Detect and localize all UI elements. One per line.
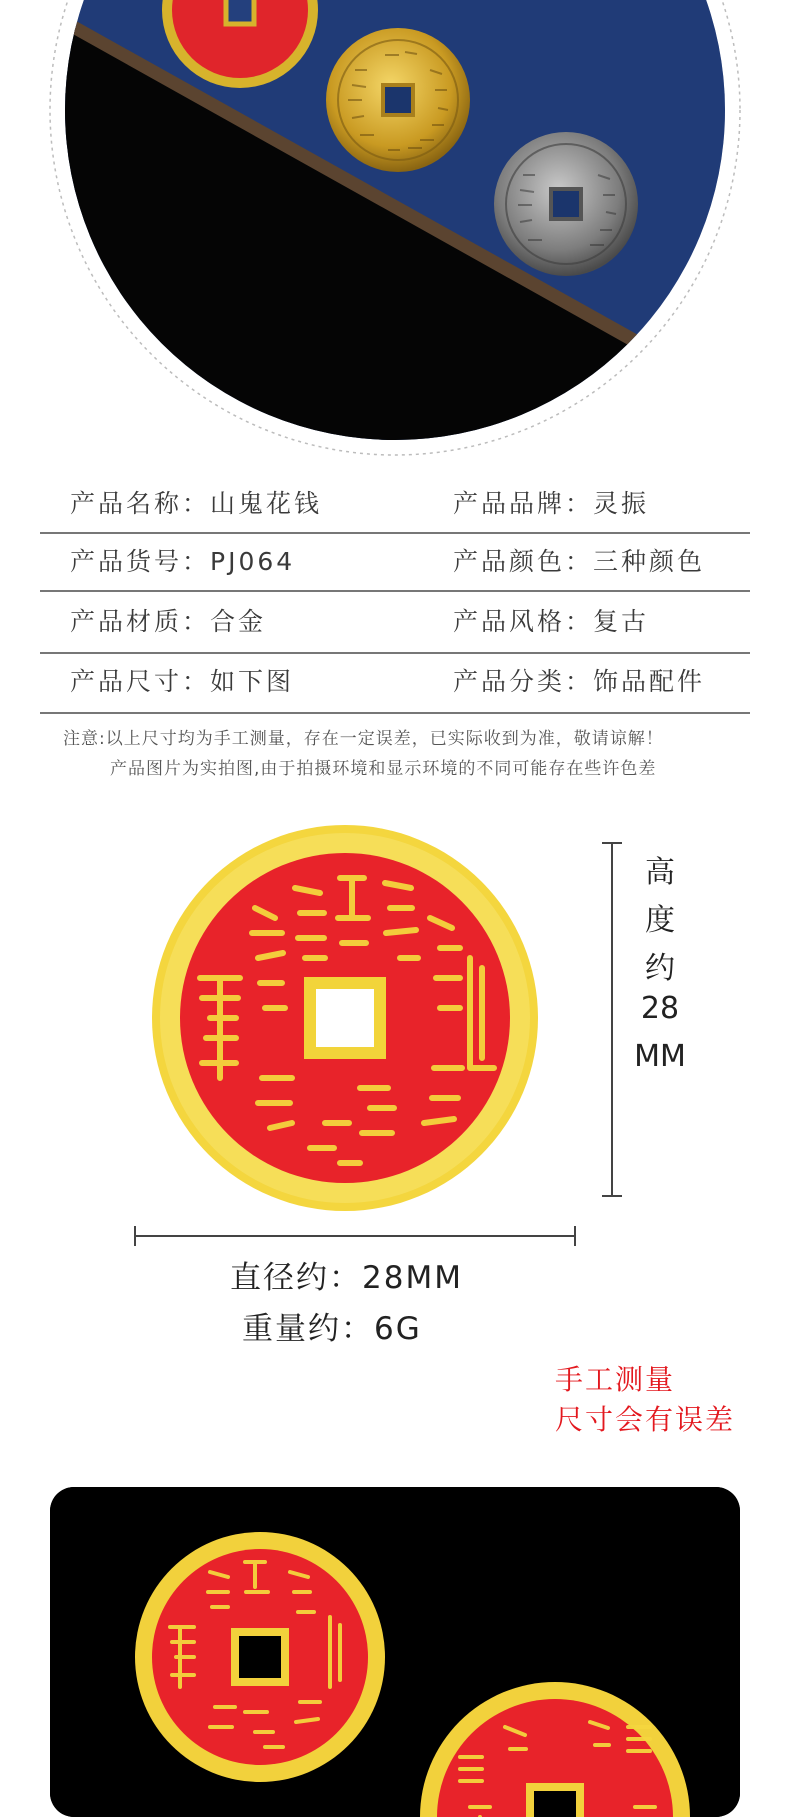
height-char: 度 [645, 903, 675, 938]
height-char: 28 [640, 991, 680, 1026]
divider [40, 712, 750, 714]
spec-row-3 [40, 588, 750, 648]
spec-style: 产品风格：复古 [453, 607, 650, 636]
height-char: 高 [645, 855, 675, 890]
spec-row-4 [40, 648, 750, 708]
two-coins-image [50, 1487, 740, 1817]
warning-line-1: 手工测量 [555, 1363, 676, 1396]
bottom-photo [50, 1487, 740, 1817]
height-char: MM [634, 1039, 686, 1074]
hero-coins-image [0, 0, 790, 460]
note-line-2: 产品图片为实拍图,由于拍摄环境和显示环境的不同可能存在些许色差 [110, 759, 657, 779]
spec-brand: 产品品牌：灵振 [453, 489, 650, 518]
diameter-text: 直径约：28MM [230, 1260, 463, 1296]
hero-photo [0, 0, 790, 460]
coin-closeup-image [140, 818, 550, 1218]
spec-sku: 产品货号：PJ064 [70, 547, 296, 576]
spec-row-2 [40, 528, 750, 588]
weight-text: 重量约：6G [242, 1311, 422, 1347]
height-char: 约 [645, 951, 675, 986]
coin-closeup-photo [140, 818, 550, 1218]
spec-size: 产品尺寸：如下图 [70, 667, 295, 696]
spec-color: 产品颜色：三种颜色 [453, 547, 706, 576]
spec-row-1 [40, 470, 750, 530]
spec-name: 产品名称：山鬼花钱 [70, 489, 323, 518]
spec-category: 产品分类：饰品配件 [453, 667, 706, 696]
note-line-1: 注意:以上尺寸均为手工测量，存在一定误差，已实际收到为准，敬请谅解！ [63, 729, 664, 749]
warning-line-2: 尺寸会有误差 [555, 1403, 736, 1436]
diameter-marker [134, 1226, 576, 1246]
spec-material: 产品材质：合金 [70, 607, 267, 636]
